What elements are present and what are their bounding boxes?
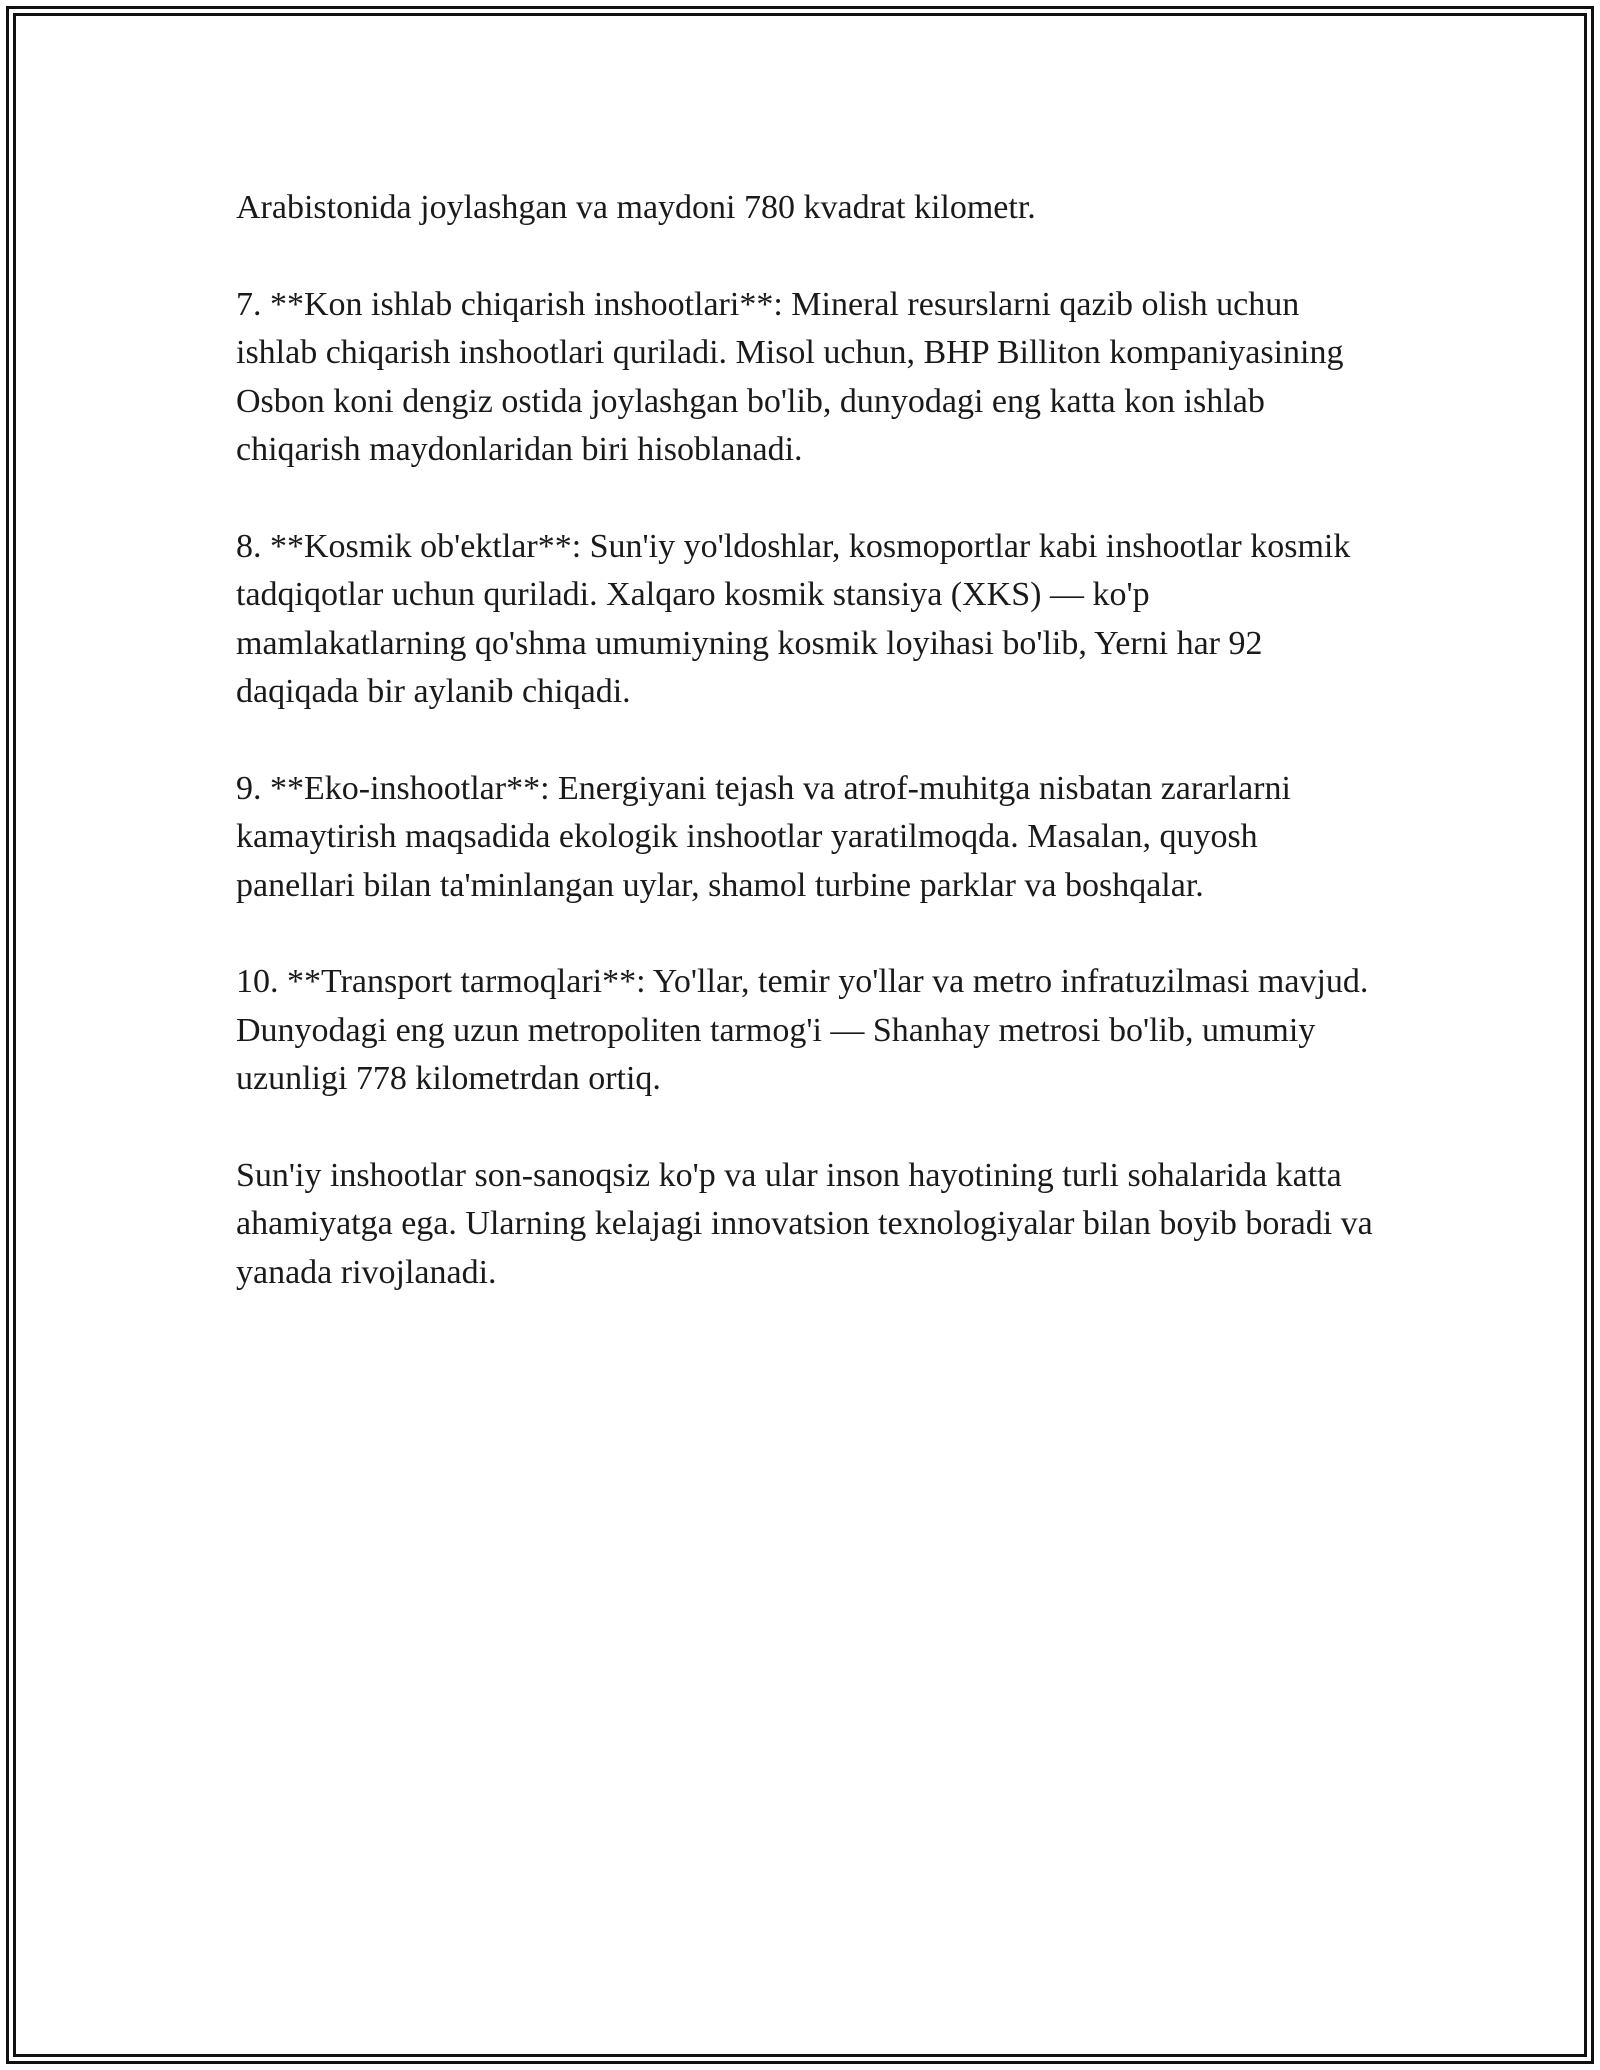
paragraph-intro-continuation: Arabistonida joylashgan va maydoni 780 kvadrat kilometr. [236,189,1036,226]
paragraph-transport-networks: 10. **Transport tarmoqlari**: Yo'llar, temir yo'llar va metro infratuzilmasi mavjud. Dunyodagi eng uzun metropoliten tarmog'i — Shanhay metrosi bo'lib, umumiy uzunligi 778 kilometrdan ortiq. [236,963,1369,1097]
paragraph-eco-facilities: 9. **Eko-inshootlar**: Energiyani tejash va atrof-muhitga nisbatan zararlarni kamaytirish maqsadida ekologik inshootlar yaratilmoqda. Masalan, quyosh panellari bilan ta'minlangan uylar, shamol turbine parklar va boshqalar. [236,769,1291,904]
paragraph-mining-facilities: 7. **Kon ishlab chiqarish inshootlari**: Mineral resurslarni qazib olish uchun ishlab chiqarish inshootlari quriladi. Misol uchun, BHP Billiton kompaniyasining Osbon koni dengiz ostida joylashgan bo'lib, dunyodagi eng katta kon ishlab chiqarish maydonlaridan biri hisoblanadi. [236,285,1344,468]
document-body [236,184,1376,1345]
paragraph-conclusion: Sun'iy inshootlar son-sanoqsiz ko'p va ular inson hayotining turli sohalarida katta ahamiyatga ega. Ularning kelajagi innovatsion texnologiyalar bilan boyib boradi va yanada rivojlanadi. [236,1156,1373,1291]
paragraph-space-objects: 8. **Kosmik ob'ektlar**: Sun'iy yo'ldoshlar, kosmoportlar kabi inshootlar kosmik tadqiqotlar uchun quriladi. Xalqaro kosmik stansiya (XKS) — ko'p mamlakatlarning qo'shma umumiyning kosmik loyihasi bo'lib, Yerni har 92 daqiqada bir aylanib chiqadi. [236,527,1351,710]
